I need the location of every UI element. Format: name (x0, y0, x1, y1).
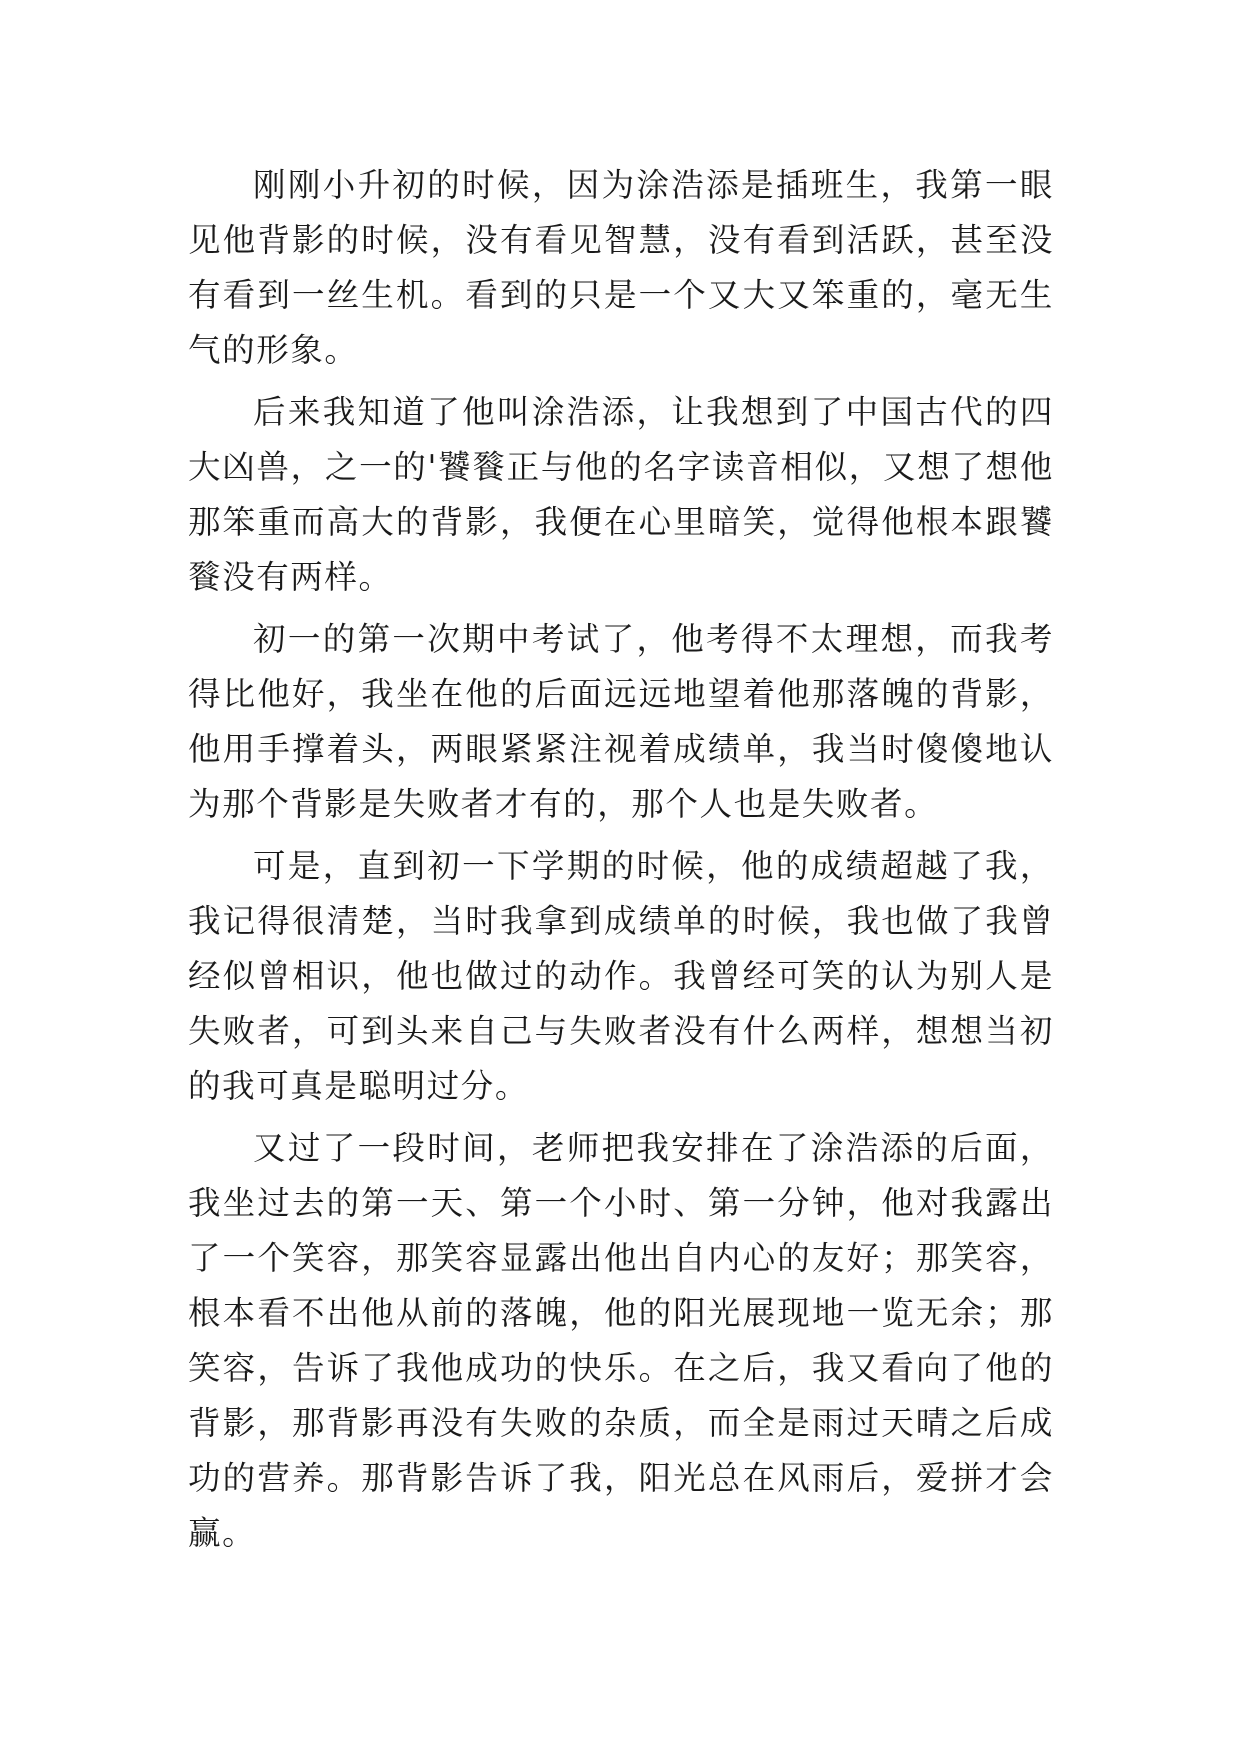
paragraph-1: 刚刚小升初的时候，因为涂浩添是插班生，我第一眼见他背影的时候，没有看见智慧，没有看到活跃，甚至没有看到一丝生机。看到的只是一个又大又笨重的，毫无生气的形象。 (188, 166, 1054, 369)
paragraph-4: 可是，直到初一下学期的时候，他的成绩超越了我，我记得很清楚，当时我拿到成绩单的时候，我也做了我曾经似曾相识，他也做过的动作。我曾经可笑的认为别人是失败者，可到头来自己与失败者没有什么两样，想想当初的我可真是聪明过分。 (188, 847, 1054, 1105)
paragraph-5: 又过了一段时间，老师把我安排在了涂浩添的后面，我坐过去的第一天、第一个小时、第一分钟，他对我露出了一个笑容，那笑容显露出他出自内心的友好；那笑容，根本看不出他从前的落魄，他的阳光展现地一览无余；那笑容，告诉了我他成功的快乐。在之后，我又看向了他的背影，那背影再没有失败的杂质，而全是雨过天晴之后成功的营养。那背影告诉了我，阳光总在风雨后，爱拼才会赢。 (188, 1129, 1054, 1552)
paragraph-2: 后来我知道了他叫涂浩添，让我想到了中国古代的四大凶兽，之一的'饕餮正与他的名字读音相似，又想了想他那笨重而高大的背影，我便在心里暗笑，觉得他根本跟饕餮没有两样。 (188, 393, 1054, 596)
document-body (188, 158, 1054, 1568)
paragraph-3: 初一的第一次期中考试了，他考得不太理想，而我考得比他好，我坐在他的后面远远地望着他那落魄的背影，他用手撑着头，两眼紧紧注视着成绩单，我当时傻傻地认为那个背影是失败者才有的，那个人也是失败者。 (188, 620, 1054, 823)
